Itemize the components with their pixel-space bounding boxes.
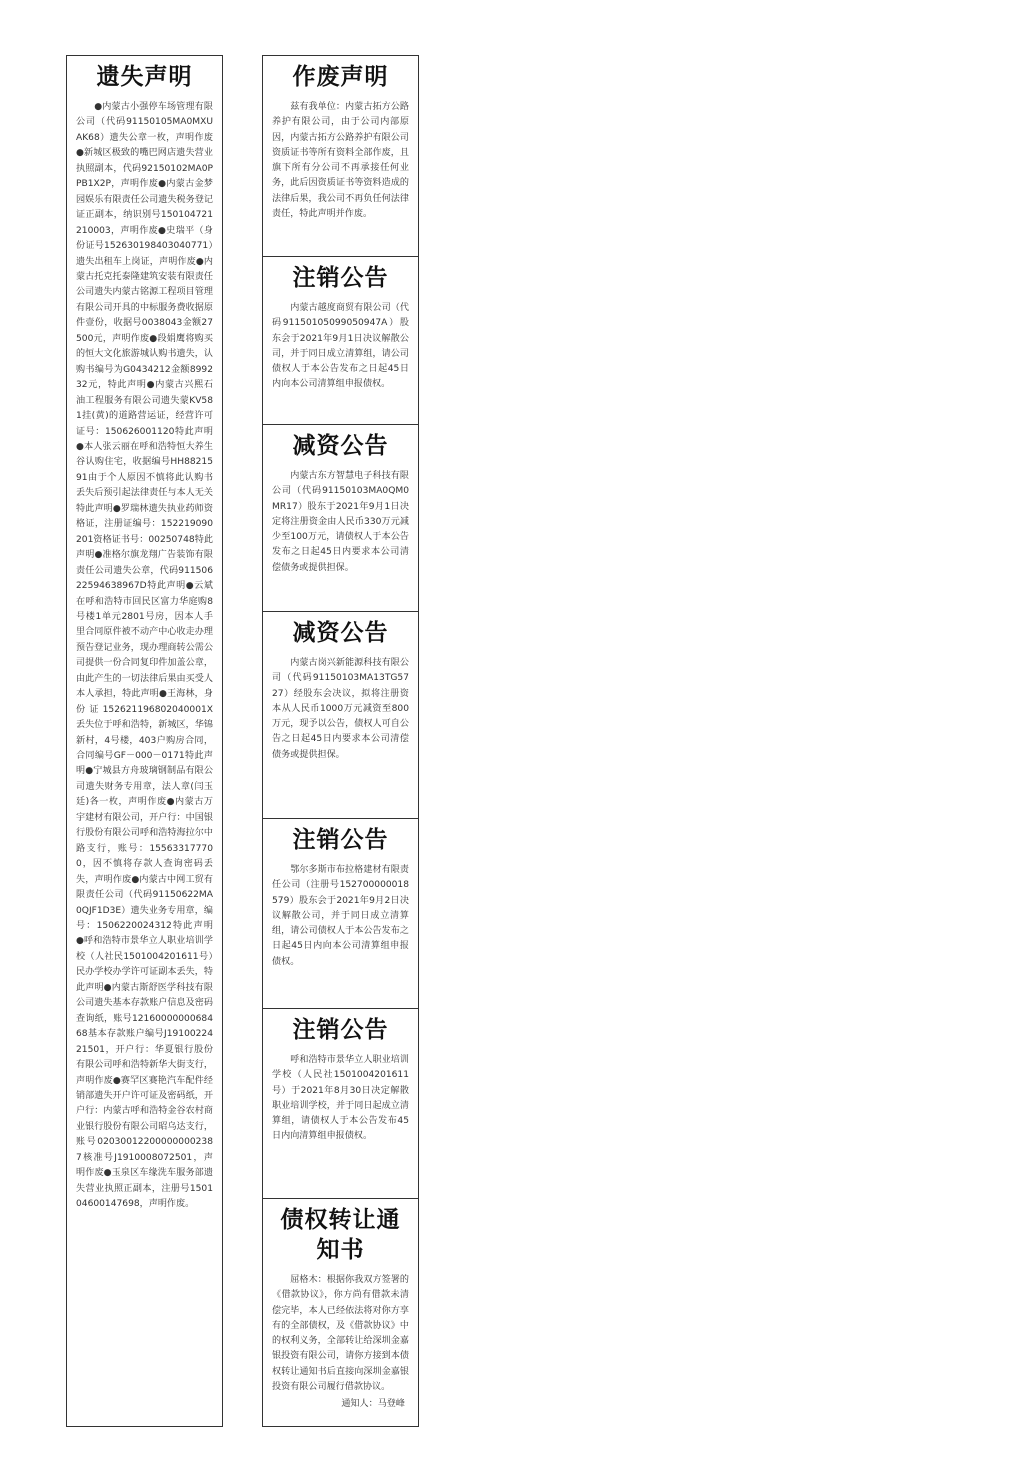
section-capital-reduction-notice-1 [263, 425, 418, 612]
section-title: 减资公告 [292, 620, 389, 646]
section-body: 内蒙古越度商贸有限公司（代码91150105099050947A）股东会于2021年9月1日决议解散公司，并于同日成立清算组，请公司债权人于本公告发布之日起45日内向本公司清算组申报债权。 [272, 303, 409, 390]
section-title-lost-declaration: 遗失声明 [96, 64, 193, 90]
section-deregistration-notice-1 [263, 257, 418, 425]
section-body: 鄂尔多斯市布拉格建材有限责任公司（注册号152700000018579）股东会于2021年9月2日决议解散公司，并于同日成立清算组，请公司债权人于本公告发布之日起45日内向本公司清算组申报债权。 [272, 865, 409, 967]
section-title: 减资公告 [292, 433, 389, 459]
section-title: 债权转让通知书 [280, 1207, 401, 1263]
notifier-signature: 通知人：马登峰 [341, 1399, 405, 1410]
section-title: 注销公告 [292, 827, 389, 853]
section-body: 内蒙古岗兴新能源科技有限公司（代码91150103MA13TG5727）经股东会决议，拟将注册资本从人民币1000万元减资至800万元，现予以公告，债权人可自公告之日起45日内要求本公司清偿债务或提供担保。 [272, 658, 409, 760]
lost-declaration-body: ●内蒙古小强停车场管理有限公司（代码91150105MA0MXUAK68）遗失公章一枚，声明作废●新城区极致的嘴巴网店遗失营业执照副本，代码92150102MA0PPB1X2P，声明作废●内蒙古金梦园娱乐有限责任公司遗失税务登记证正副本，纳识别号150104721210003，声明作废●史瑞平（身份证号152630198403040771）遗失出租车上岗证，声明作废●内蒙古托克托泰隆建筑安装有限责任公司遗失内蒙古铭源工程项目管理有限公司开具的中标服务费收据原件壹份，收据号0038043金额27500元，声明作废●段娟鹰将购买的恒大文化旅游城认购书遗失，认购书编号为G0434212金额899232元，特此声明●内蒙古兴熙石油工程服务有限公司遗失蒙KV581挂(黄)的道路营运证，经营许可证号：150626001120特此声明●本人张云丽在呼和浩特恒大养生谷认购住宅，收据编号HH8821591由于个人原因不慎将此认购书丢失后预引起法律责任与本人无关特此声明●罗瑞林遗失执业药师资格证，注册证编号：152219090201资格证书号：00250748特此声明●准格尔旗龙翔广告装饰有限责任公司遗失公章，代码91150622594638967D特此声明●云斌在呼和浩特市回民区富力华庭购8号楼1单元2801号房，因本人手里合同原件被不动产中心收走办理预告登记业务，现办理商转公需公司提供一份合同复印件加盖公章，由此产生的一切法律后果由买受人本人承担，特此声明●王海林，身份证152621196802040001X丢失位于呼和浩特，新城区，华锦新村，4号楼，403户购房合同，合同编号GF－000－0171特此声明●宁城县方舟玻璃钢制品有限公司遗失财务专用章，法人章(闫玉廷)各一枚，声明作废●内蒙古万宇建材有限公司，开户行：中国银行股份有限公司呼和浩特海拉尔中路支行，账号：155633177700，因不慎将存款人查询密码丢失，声明作废●内蒙古中网工贸有限责任公司（代码91150622MA0QJF1D3E）遗失业务专用章，编号：1506220024312特此声明●呼和浩特市景华立人职业培训学校（人社民1501004201611号）民办学校办学许可证副本丢失，特此声明●内蒙古斯舒医学科技有限公司遗失基本存款账户信息及密码查询纸，账号1216000000068468基本存款账户编号J1910022421501，开户行：华夏银行股份有限公司呼和浩特新华大街支行，声明作废●赛罕区赛艳汽车配件经销部遗失开户许可证及密码纸，开户行：内蒙古呼和浩特金谷农村商业银行股份有限公司昭乌达支行，账号020300122000000002387核准号J1910008072501，声明作废●玉泉区车缘洗车服务部遗失营业执照正副本，注册号150104600147698，声明作废。 [76, 102, 213, 1210]
section-deregistration-notice-3 [263, 1009, 418, 1199]
section-body: 内蒙古东方智慧电子科技有限公司（代码91150103MA0QM0MR17）股东于2021年9月1日决定将注册资金由人民币330万元减少至100万元，请债权人于本公告发布之日起45日内要求本公司清偿债务或提供担保。 [272, 471, 409, 573]
section-deregistration-notice-2 [263, 819, 418, 1009]
section-capital-reduction-notice-2 [263, 612, 418, 819]
section-body: 屈格木：根据你我双方签署的《借款协议》，你方尚有借款未清偿完毕，本人已经依法将对你方享有的全部债权，及《借款协议》中的权利义务，全部转让给深圳金嘉银投资有限公司，请你方接到本债权转让通知书后直接向深圳金嘉银投资有限公司履行借款协议。 [272, 1275, 409, 1393]
section-body: 兹有我单位：内蒙古拓方公路养护有限公司，由于公司内部原因，内蒙古拓方公路养护有限公司资质证书等所有资料全部作废，且旗下所有分公司不再承接任何业务，此后因资质证书等资料造成的法律后果，我公司不再负任何法律责任，特此声明并作废。 [272, 102, 409, 220]
section-title: 作废声明 [292, 64, 389, 90]
notice-column-left [66, 55, 223, 1427]
section-body: 呼和浩特市景华立人职业培训学校（人民社1501004201611号）于2021年8月30日决定解散职业培训学校，并于同日起成立清算组，请债权人于本公告发布45日内向清算组申报债权。 [272, 1055, 409, 1142]
section-debt-transfer-notice [263, 1199, 418, 1426]
notice-column-right [262, 55, 419, 1427]
section-title: 注销公告 [292, 265, 389, 291]
section-void-declaration [263, 56, 418, 257]
section-title: 注销公告 [292, 1017, 389, 1043]
